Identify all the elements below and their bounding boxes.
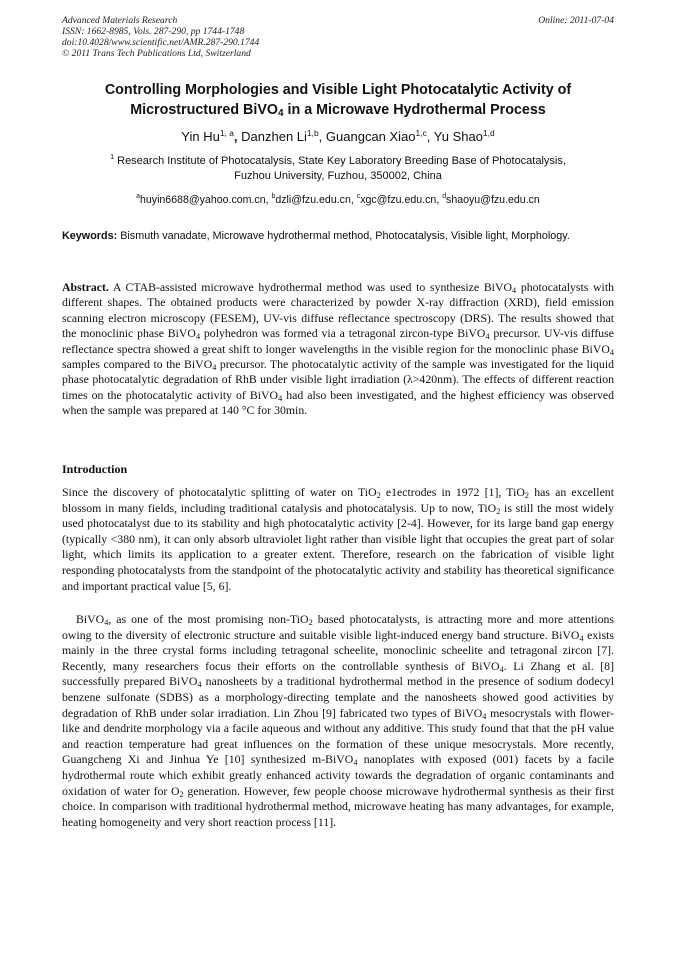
paper-title <box>62 80 614 120</box>
title-line-2: Microstructured BiVO$_4$ in a Microwave Hydrothermal Process <box>130 102 546 119</box>
journal-header <box>62 15 614 59</box>
copyright-line: © 2011 Trans Tech Publications Ltd, Switzerland <box>62 48 251 59</box>
doi-line: doi:10.4028/www.scientific.net/AMR.287-290.1744 <box>62 37 260 48</box>
email-link[interactable]: shaoyu@fzu.edu.cn <box>446 194 540 206</box>
abstract: Abstract. A CTAB-assisted microwave hydrothermal method was used to synthesize BiVO$_4$ photocatalysts with different shapes. The obtained products were characterized by powder X-ray diffraction (XRD), field emission scanning electron microscopy (FESEM), UV-vis diffuse reflectance spectroscopy (DRS). The results showed that the monoclinic phase BiVO$_4$ polyhedron was formed via a tetragonal zircon-type BiVO$_4$ precursor. UV-vis diffuse reflectance spectra showed a great shift to longer wavelengths in the visible region for the monoclinic phase BiVO$_4$ samples compared to the BiVO$_4$ precursor. The photocatalytic activity of the sample was investigated for the liquid phase photocatalytic degradation of RhB under visible light irradiation (λ>420nm). The effects of different reaction times on the photocatalytic activity of BiVO$_4$ had also been investigated, and the highest efficiency was observed when the sample was prepared at 140 °C for 30min. <box>62 280 615 418</box>
email-link[interactable]: xgc@fzu.edu.cn <box>360 194 437 206</box>
author-list: Yin Hu$^{1, a}$, Danzhen Li$^{1,b}$, Guangcan Xiao$^{1,c}$, Yu Shao$^{1,d}$ <box>181 128 495 144</box>
author-sup: 1, a <box>219 128 234 138</box>
author-sup: 1,b <box>306 128 319 138</box>
online-date: Online: 2011-07-04 <box>538 15 614 26</box>
author-sup: 1,c <box>415 128 427 138</box>
email-link[interactable]: dzli@fzu.edu.cn <box>275 194 351 206</box>
keywords-label: Keywords: <box>62 230 118 242</box>
section-heading-introduction: Introduction <box>62 462 128 476</box>
author-name: Yu Shao <box>433 129 483 144</box>
intro-paragraph-1: Since the discovery of photocatalytic splitting of water on TiO$_2$ e1ectrodes in 1972 [1], TiO$_2$ has an excellent blossom in many fields, including traditional catalysis and photocatalysis. Up to now, TiO$_2$ is still the most widely used photocatalyst due to its stability and high photocatalytic activity [2-4]. However, for its large band gap energy (typically <380 nm), it can only absorb ultraviolet light rather than visible light that occupies the great part of solar light, which limits its application to a greater extent. Therefore, research on the fabrication of visible light responding photocatalysts from the standpoint of the photocatalytic activity and stability has theoretical significance and important practical value [5, 6]. <box>62 485 614 593</box>
affiliation: $^1$ Research Institute of Photocatalysis, State Key Laboratory Breeding Base of Photocatalysis, Fuzhou University, Fuzhou, 350002, China <box>110 153 566 182</box>
keywords <box>62 229 614 244</box>
author-name: Danzhen Li <box>241 129 307 144</box>
keywords-text: Bismuth vanadate, Microwave hydrothermal method, Photocatalysis, Visible light, Morphology. <box>117 230 570 242</box>
title-line-1: Controlling Morphologies and Visible Light Photocatalytic Activity of <box>104 82 572 98</box>
author-name: Guangcan Xiao <box>325 129 416 144</box>
issn-line: ISSN: 1662-8985, Vols. 287-290, pp 1744-1748 <box>62 26 245 37</box>
author-sup: 1,d <box>482 128 495 138</box>
journal-name: Advanced Materials Research <box>62 15 178 26</box>
intro-paragraph-2: BiVO$_4$, as one of the most promising non-TiO$_2$ based photocatalysts, is attracting more and more attentions owing to the diversity of electronic structure and suitable visible light-induced energy band structure. BiVO$_4$ exists mainly in the three crystal forms including tetragonal scheelite, monoclinic scheelite and tetragonal zircon [7]. Recently, many researchers focus their efforts on the controllable synthesis of BiVO$_4$. Li Zhang et al. [8] successfully prepared BiVO$_4$ nanosheets by a traditional hydrothermal method in the presence of sodium dodecyl benzene sulfonate (SDBS) as a morphology-directing template and the nanosheets showed good activities by degradation of RhB under solar irradiation. Lin Zhou [9] fabricated two types of BiVO$_4$ mesocrystals with flower-like and dendrite morphology via a facile aqueous and without any additive. This study found that that the pH value and reaction temperature had great influences on the formation of these unique mesocrystals. More recently, Guangcheng Xi and Jinhua Ye [10] synthesized m-BiVO$_4$ nanoplates with exposed (001) facets by a facile hydrothermal route which exhibit greatly enhanced activity towards the degradation of organic contaminants and oxidation of water for $O_2$ generation. However, few people choose microwave hydrothermal synthesis as their first choice. In comparison with traditional hydrothermal method, microwave heating has many advantages, for example, heating homogeneity and very short reaction process [11]. <box>62 612 615 829</box>
author-name: Yin Hu <box>181 129 220 144</box>
email-link[interactable]: huyin6688@yahoo.com.cn <box>139 194 266 206</box>
abstract-label: Abstract. <box>62 280 109 294</box>
email-list: $^a$huyin6688@yahoo.com.cn, $^b$dzli@fzu.edu.cn, $^c$xgc@fzu.edu.cn, $^d$shaoyu@fzu.edu.cn <box>136 193 540 206</box>
